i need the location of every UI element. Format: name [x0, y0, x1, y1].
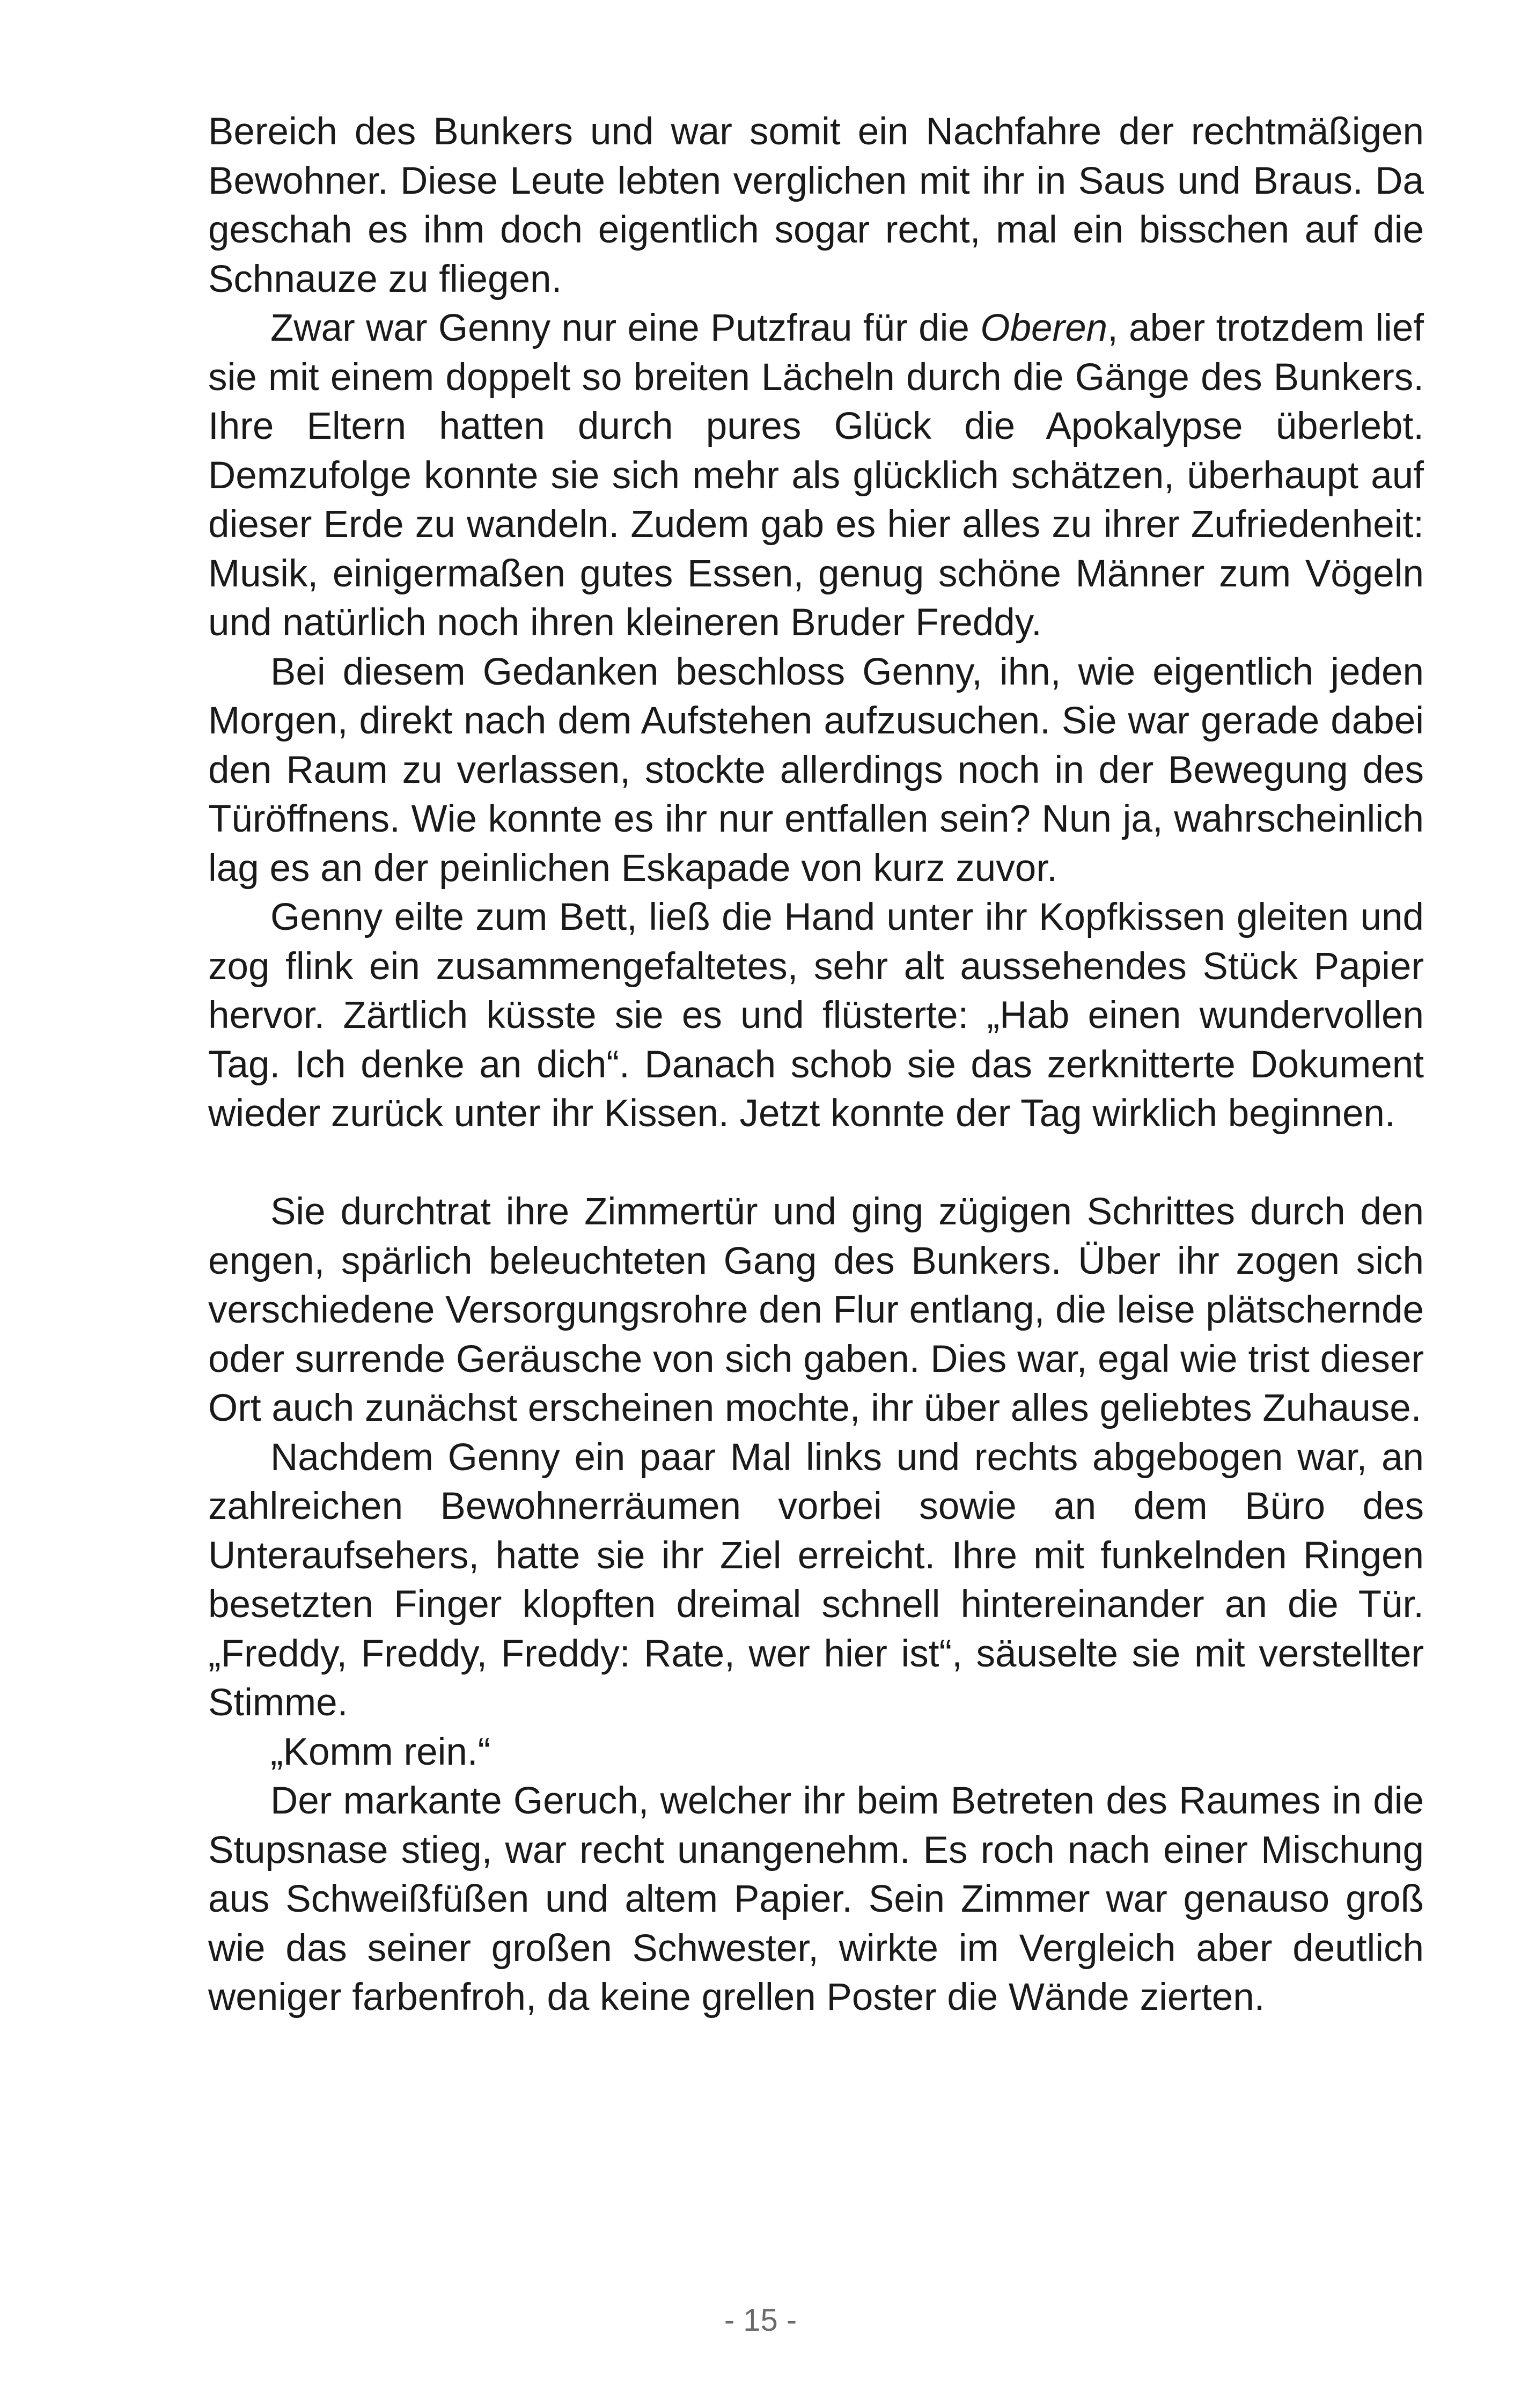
paragraph-8: Der markante Geruch, welcher ihr beim Betreten des Raumes in die Stupsnase stieg, war recht unangenehm. Es roch nach einer Mischung aus Schweißfüßen und altem Papier. Sein Zimmer war genauso groß wie das seiner großen Schwester, wirkte im Vergleich aber deutlich weniger farbenfroh, da keine grellen Poster die Wände zierten.: [208, 1780, 1424, 2018]
paragraph-6: Nachdem Genny ein paar Mal links und rechts abgebogen war, an zahlreichen Bewohnerräumen vorbei sowie an dem Büro des Unteraufsehers, hatte sie ihr Ziel erreicht. Ihre mit funkelnden Ringen besetzten Finger klopften dreimal schnell hintereinander an die Tür. „Freddy, Freddy, Freddy: Rate, wer hier ist“, säuselte sie mit verstellter Stimme.: [208, 1436, 1424, 1724]
paragraph-7: „Komm rein.“: [270, 1730, 491, 1773]
paragraph-5: Sie durchtrat ihre Zimmertür und ging zügigen Schrittes durch den engen, spärlich beleuchteten Gang des Bunkers. Über ihr zogen sich verschiedene Versorgungsrohre den Flur entlang, die leise plätschernde oder surrende Geräusche von sich gaben. Dies war, egal wie trist dieser Ort auch zunächst erscheinen mochte, ihr über alles geliebtes Zuhause.: [208, 1191, 1424, 1429]
paragraph-3: Bei diesem Gedanken beschloss Genny, ihn, wie eigentlich jeden Morgen, direkt nach dem Aufstehen aufzusuchen. Sie war gerade dabei den Raum zu verlassen, stockte allerdings noch in der Bewegung des Türöffnens. Wie konnte es ihr nur entfallen sein? Nun ja, wahrscheinlich lag es an der peinlichen Eskapade von kurz zuvor.: [208, 650, 1424, 890]
italic-oberen: Oberen: [980, 307, 1108, 349]
paragraph-2-text-end: , aber trotzdem lief sie mit einem doppelt so breiten Lächeln durch die Gänge des Bunkers. Ihre Eltern hatten durch pures Glück die Apokalypse überlebt. Demzufolge konnte sie sich mehr als glücklich schätzen, überhaupt auf dieser Erde zu wandeln. Zudem gab es hier alles zu ihrer Zufriedenheit: Musik, einigermaßen gutes Essen, genug schöne Männer zum Vögeln und natürlich noch ihren kleineren Bruder Freddy.: [208, 307, 1424, 644]
paragraph-2: [208, 304, 1424, 648]
paragraph-1: Bereich des Bunkers und war somit ein Nachfahre der rechtmäßigen Bewohner. Diese Leute lebten verglichen mit ihr in Saus und Braus. Da geschah es ihm doch eigentlich sogar recht, mal ein bisschen auf die Schnauze zu fliegen.: [208, 111, 1424, 300]
paragraph-2-text-start: Zwar war Genny nur eine Putzfrau für die: [270, 307, 981, 349]
paragraph-4: Genny eilte zum Bett, ließ die Hand unter ihr Kopfkissen gleiten und zog flink ein zusammengefaltetes, sehr alt aussehendes Stück Papier hervor. Zärtlich küsste sie es und flüsterte: „Hab einen wundervollen Tag. Ich denke an dich“. Danach schob sie das zerknitterte Dokument wieder zurück unter ihr Kissen. Jetzt konnte der Tag wirklich beginnen.: [208, 896, 1424, 1135]
body-text: [208, 107, 1424, 2022]
page-number: - 15 -: [724, 2303, 797, 2338]
